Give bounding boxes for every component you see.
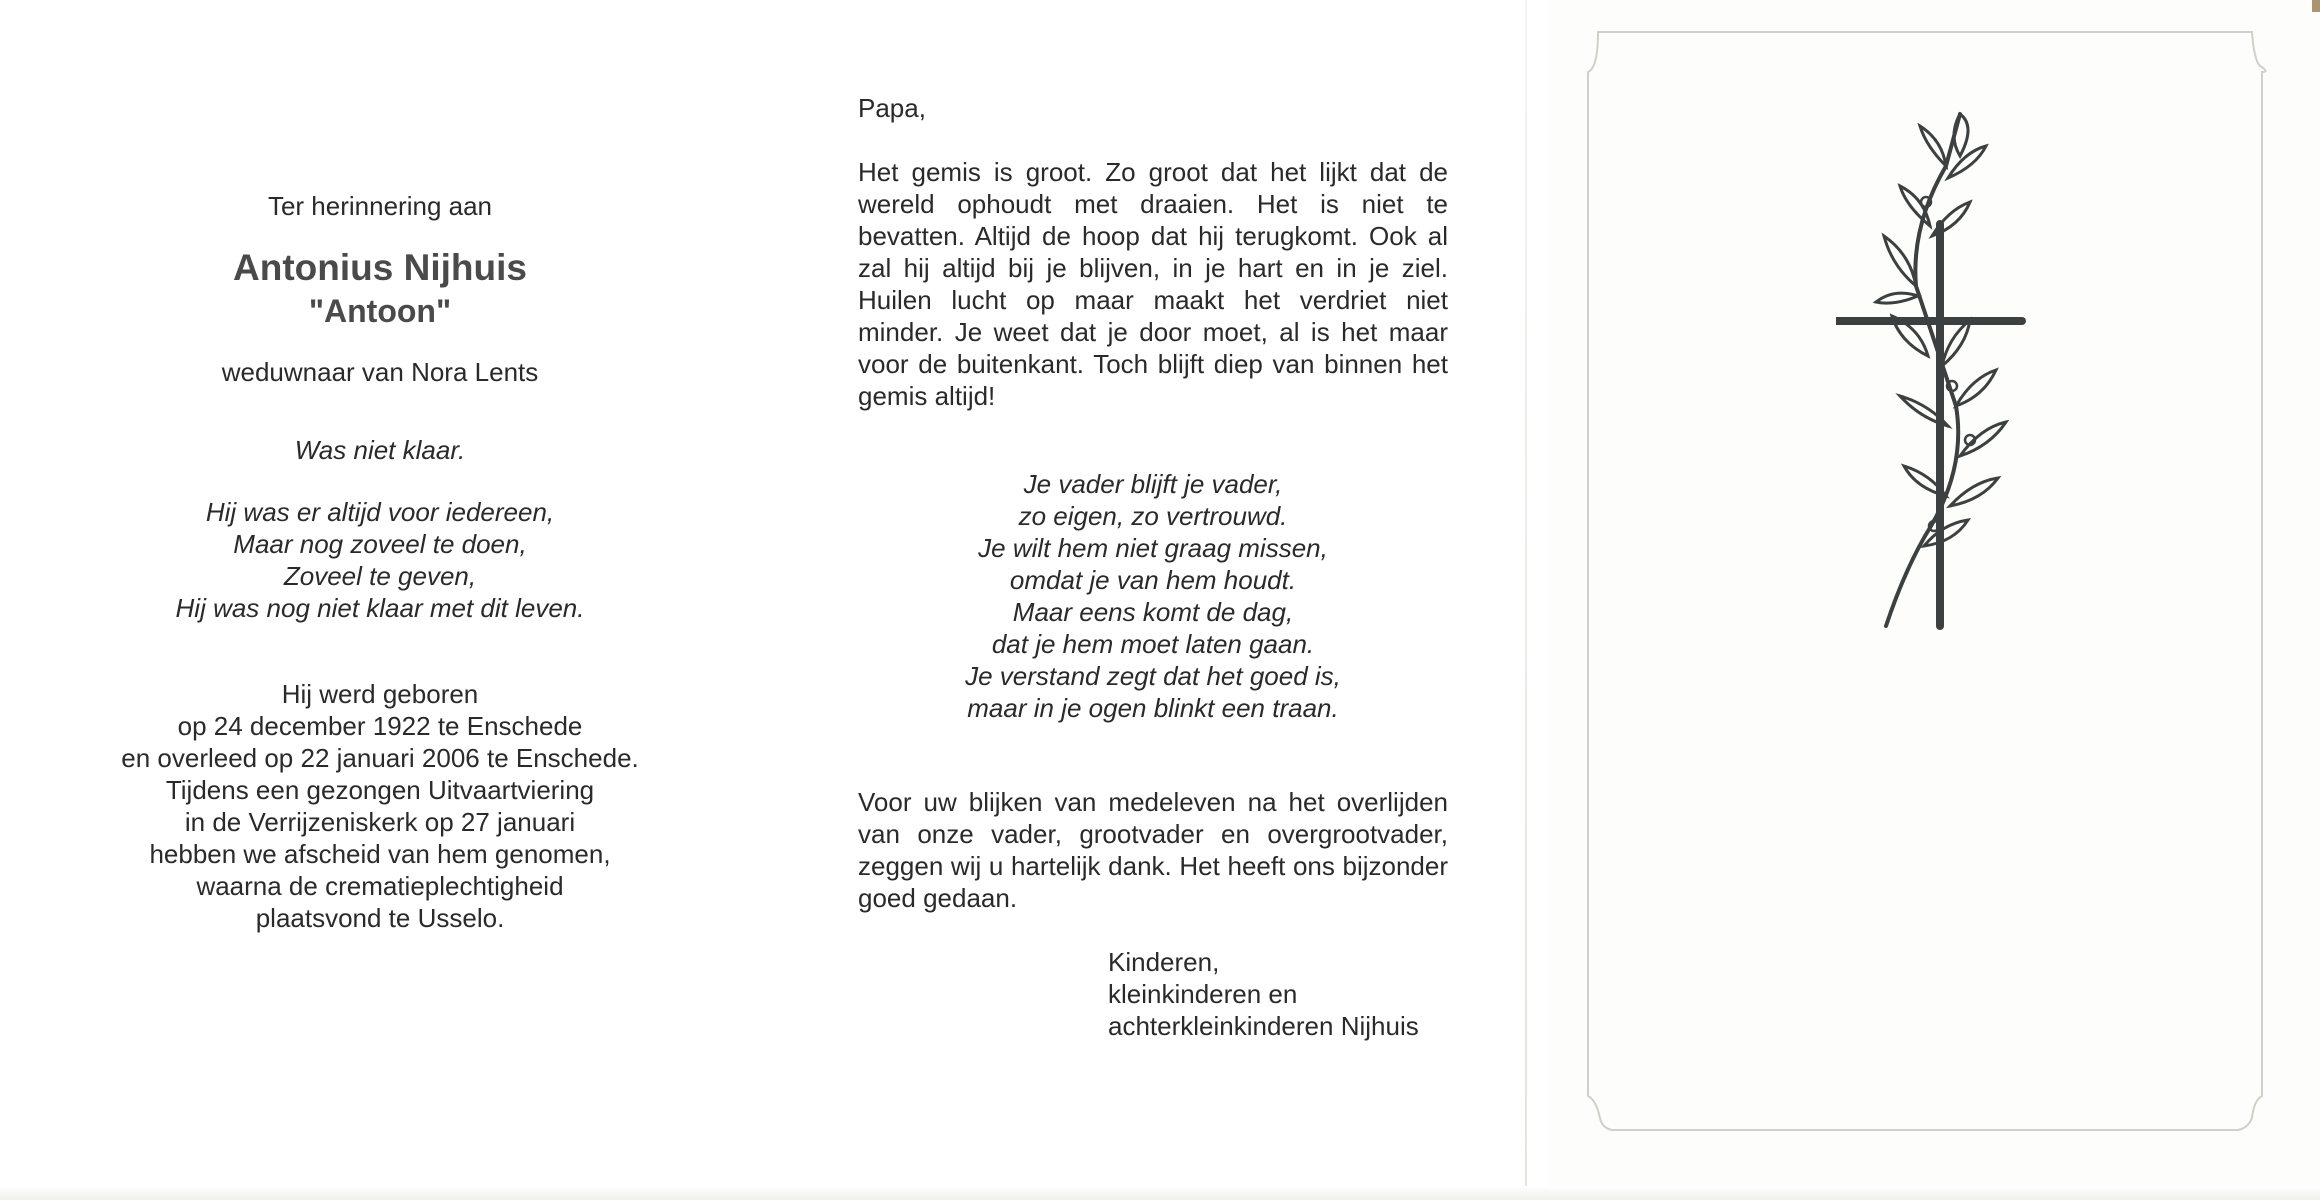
signature [1108,946,1448,1042]
verse [858,468,1448,724]
facts-line: Hij werd geboren [281,679,479,709]
verse-line: Je vader blijft je vader, [1023,469,1283,499]
cross-with-olive-branch-icon [1836,106,2056,636]
poem-title: Was niet klaar. [294,435,466,465]
verse-line: dat je hem moet laten gaan. [991,629,1315,659]
middle-panel [858,92,1448,1042]
verse-line: omdat je van hem houdt. [1009,565,1297,595]
signature-line: achterkleinkinderen Nijhuis [1108,1011,1419,1041]
spouse-line: weduwnaar van Nora Lents [221,357,539,387]
deceased-nickname: "Antoon" [308,293,452,329]
poem-line: Maar nog zoveel te doen, [233,529,527,559]
scan-bottom-edge [0,1186,2320,1200]
facts-line: en overleed op 22 januari 2006 te Enschede. [121,743,639,773]
verse-line: Je wilt hem niet graag missen, [978,533,1328,563]
facts-line: op 24 december 1922 te Enschede [177,711,583,741]
life-facts [60,678,700,934]
poem-line: Hij was er altijd voor iedereen, [205,497,555,527]
facts-line: Tijdens een gezongen Uitvaartviering [165,775,595,805]
tribute-text: Het gemis is groot. Zo groot dat het lijkt dat de wereld ophoudt met draaien. Het is niet te bevatten. Altijd de hoop dat hij terugkomt. Ook al zal hij altijd bij je blijven, in je hart en in je ziel. Huilen lucht op maar maakt het verdriet niet minder. Je weet dat je door moet, al is het maar voor de buitenkant. Toch blijft diep van binnen het gemis altijd! [858,157,1448,411]
card-fold [1525,0,1527,1200]
scan-corner-mark [2312,0,2320,12]
poem-line: Hij was nog niet klaar met dit leven. [175,593,585,623]
poem [60,496,700,624]
verse-line: Maar eens komt de dag, [1012,597,1294,627]
salutation: Papa, [858,93,926,123]
poem-line: Zoveel te geven, [283,561,477,591]
right-panel [1548,0,2320,1200]
intro-line: Ter herinnering aan [267,191,493,221]
deceased-name: Antonius Nijhuis [233,247,527,288]
facts-line: waarna de crematieplechtigheid [196,871,564,901]
verse-line: zo eigen, zo vertrouwd. [1018,501,1288,531]
verse-line: Je verstand zegt dat het goed is, [965,661,1341,691]
signature-line: kleinkinderen en [1108,979,1298,1009]
verse-line: maar in je ogen blinkt een traan. [967,693,1339,723]
signature-line: Kinderen, [1108,947,1220,977]
facts-line: in de Verrijzeniskerk op 27 januari [184,807,576,837]
thanks-text: Voor uw blijken van medeleven na het overlijden van onze vader, grootvader en overgrootvader, zeggen wij u hartelijk dank. Het heeft ons bijzonder goed gedaan. [858,787,1448,913]
facts-line: hebben we afscheid van hem genomen, [149,839,611,869]
facts-line: plaatsvond te Usselo. [255,903,505,933]
left-panel [60,180,700,934]
